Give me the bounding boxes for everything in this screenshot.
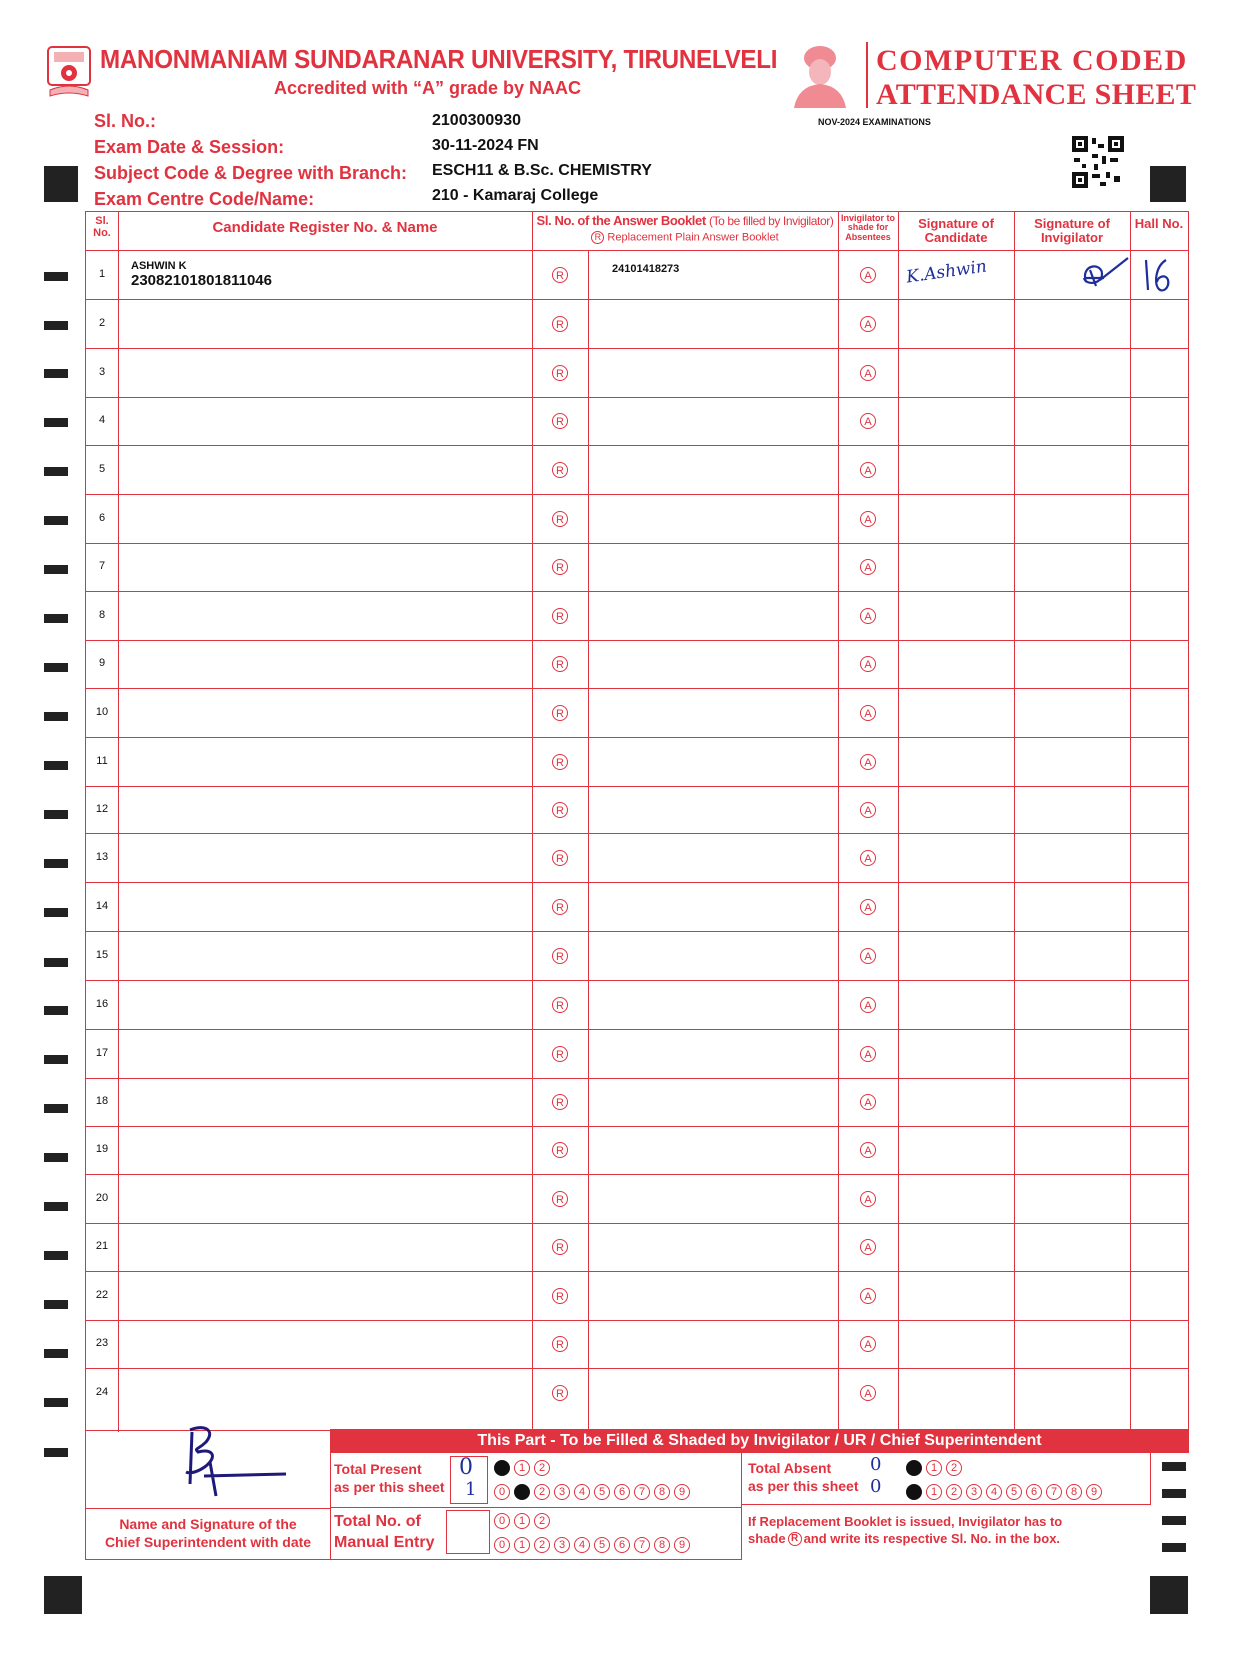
manual-ones-digit-bubble[interactable]: 4 (574, 1537, 590, 1553)
table-row (86, 1320, 1188, 1368)
absentee-bubble[interactable]: A (860, 1336, 876, 1352)
table-row (86, 882, 1188, 931)
sheet-title-line2: ATTENDANCE SHEET (876, 78, 1197, 111)
replacement-bubble[interactable]: R (552, 1288, 568, 1304)
row-serial-number: 14 (95, 900, 109, 912)
absent-ones-digit-bubble[interactable]: 3 (966, 1484, 982, 1500)
footer-border (85, 1508, 330, 1509)
present-ones-bubbles[interactable] (494, 1483, 694, 1501)
timing-mark (44, 908, 68, 917)
timing-mark (44, 1104, 68, 1113)
header-hall: Hall No. (1134, 216, 1184, 231)
manual-entry-label: Total No. of Manual Entry (334, 1513, 435, 1551)
subject-value: ESCH11 & B.Sc. CHEMISTRY (432, 162, 652, 179)
row-serial-number: 4 (98, 414, 106, 426)
table-row (86, 445, 1188, 494)
header-absentees: Invigilator to shade for Absentees (841, 213, 895, 242)
row-serial-number: 11 (96, 755, 108, 767)
timing-mark (44, 467, 68, 476)
replacement-bubble[interactable]: R (552, 365, 568, 381)
table-row (86, 1271, 1188, 1320)
manual-ones-digit-bubble[interactable]: 0 (494, 1537, 510, 1553)
sl-no-value: 2100300930 (432, 112, 521, 129)
absent-tens-digit-bubble[interactable]: 0 (906, 1460, 922, 1476)
present-ones-digit-bubble[interactable]: 6 (614, 1484, 630, 1500)
subject-label: Subject Code & Degree with Branch: (94, 163, 408, 183)
candidate-name: ASHWIN K (131, 260, 187, 272)
absentee-bubble[interactable]: A (860, 1191, 876, 1207)
chief-superintendent-label: Name and Signature of the Chief Superintendent with date (104, 1516, 312, 1551)
manual-ones-digit-bubble[interactable]: 8 (654, 1537, 670, 1553)
replacement-bubble[interactable]: R (552, 511, 568, 527)
absent-ones-digit-bubble[interactable]: 5 (1006, 1484, 1022, 1500)
absent-ones-digit-bubble[interactable]: 1 (926, 1484, 942, 1500)
footer-border (85, 1429, 86, 1560)
table-row (86, 1078, 1188, 1126)
present-ones-digit-bubble[interactable]: 3 (554, 1484, 570, 1500)
replacement-bubble[interactable]: R (552, 267, 568, 283)
replacement-bubble[interactable]: R (552, 1239, 568, 1255)
row-serial-number: 16 (95, 998, 109, 1010)
qr-code (1072, 136, 1124, 188)
present-ones-digit-bubble[interactable]: 5 (594, 1484, 610, 1500)
table-row (86, 640, 1188, 688)
timing-mark (44, 516, 68, 525)
absentee-bubble[interactable]: A (860, 316, 876, 332)
manual-ones-digit-bubble[interactable]: 6 (614, 1537, 630, 1553)
university-logo (44, 44, 94, 100)
total-present-label: Total Present as per this sheet (334, 1461, 445, 1496)
table-row (86, 931, 1188, 980)
absent-tens-bubbles[interactable] (906, 1459, 966, 1477)
table-row (86, 980, 1188, 1029)
replacement-bubble[interactable]: R (552, 1142, 568, 1158)
row-serial-number: 6 (98, 512, 106, 524)
table-row (86, 299, 1188, 348)
row-serial-number: 5 (98, 463, 106, 475)
candidate-reg-no: 23082101801811046 (131, 272, 272, 289)
timing-mark (44, 418, 68, 427)
header-booklet-sub: R Replacement Plain Answer Booklet (532, 231, 838, 244)
absent-ones-digit-bubble[interactable]: 9 (1086, 1484, 1102, 1500)
absentee-bubble[interactable]: A (860, 1046, 876, 1062)
timing-mark (44, 369, 68, 378)
accreditation-text: Accredited with “A” grade by NAAC (274, 78, 582, 98)
timing-mark (44, 1153, 68, 1162)
table-row (86, 737, 1188, 786)
table-row (86, 1223, 1188, 1271)
absent-ones-digit-bubble[interactable]: 8 (1066, 1484, 1082, 1500)
present-ones-digit-bubble[interactable]: 1 (514, 1484, 530, 1500)
replacement-bubble[interactable]: R (552, 1191, 568, 1207)
present-ones-digit-bubble[interactable]: 7 (634, 1484, 650, 1500)
footer-border (741, 1453, 742, 1560)
timing-mark (44, 1576, 82, 1614)
table-row (86, 543, 1188, 591)
sheet-title-line1: COMPUTER CODED (876, 44, 1188, 77)
timing-mark (44, 565, 68, 574)
timing-mark (44, 663, 68, 672)
timing-mark (44, 614, 68, 623)
row-serial-number: 3 (98, 366, 106, 378)
replacement-bubble[interactable]: R (552, 656, 568, 672)
present-tens-digit-bubble[interactable]: 1 (514, 1460, 530, 1476)
replacement-bubble[interactable]: R (552, 413, 568, 429)
table-row (86, 688, 1188, 737)
timing-mark (44, 859, 68, 868)
footer-border (330, 1507, 742, 1508)
timing-mark (44, 1300, 68, 1309)
manual-tens-digit-bubble[interactable]: 2 (534, 1513, 550, 1529)
invigilator-banner: This Part - To be Filled & Shaded by Invigilator / UR / Chief Superintendent (330, 1429, 1189, 1453)
absentee-bubble[interactable]: A (860, 899, 876, 915)
table-row (86, 833, 1188, 882)
table-row (86, 348, 1188, 397)
absentee-bubble[interactable]: A (860, 802, 876, 818)
absentee-bubble[interactable]: A (860, 997, 876, 1013)
absent-ones-digit-bubble[interactable]: 2 (946, 1484, 962, 1500)
absentee-bubble[interactable]: A (860, 1094, 876, 1110)
footer-border (741, 1504, 1151, 1505)
manual-ones-digit-bubble[interactable]: 3 (554, 1537, 570, 1553)
total-absent-label: Total Absent as per this sheet (748, 1460, 859, 1495)
present-ones-written: 1 (465, 1479, 477, 1500)
timing-mark (44, 958, 68, 967)
row-serial-number: 10 (95, 706, 109, 718)
booklet-number: 24101418273 (612, 263, 680, 275)
present-tens-digit-bubble[interactable]: 0 (494, 1460, 510, 1476)
table-row (86, 397, 1188, 445)
row-serial-number: 12 (95, 803, 109, 815)
timing-mark (44, 1448, 68, 1457)
header-sig-candidate: Signature of Candidate (918, 216, 994, 245)
present-tens-digit-bubble[interactable]: 2 (534, 1460, 550, 1476)
table-row (86, 1029, 1188, 1078)
absentee-bubble[interactable]: A (860, 705, 876, 721)
exam-date-value: 30-11-2024 FN (432, 137, 539, 154)
row-serial-number: 1 (98, 268, 106, 280)
absentee-bubble[interactable]: A (860, 511, 876, 527)
manual-ones-digit-bubble[interactable]: 9 (674, 1537, 690, 1553)
absent-ones-digit-bubble[interactable]: 0 (906, 1484, 922, 1500)
absentee-bubble[interactable]: A (860, 462, 876, 478)
absentee-bubble[interactable]: A (860, 413, 876, 429)
absent-ones-digit-bubble[interactable]: 7 (1046, 1484, 1062, 1500)
manual-ones-digit-bubble[interactable]: 7 (634, 1537, 650, 1553)
table-row (86, 786, 1188, 833)
absentee-bubble[interactable]: A (860, 1385, 876, 1401)
sl-no-label: Sl. No.: (94, 111, 156, 131)
timing-mark (44, 1349, 68, 1358)
absentee-bubble[interactable]: A (860, 948, 876, 964)
replacement-bubble[interactable]: R (552, 997, 568, 1013)
row-serial-number: 2 (98, 317, 106, 329)
timing-mark (1162, 1543, 1186, 1552)
timing-mark (44, 272, 68, 281)
total-present-box[interactable] (450, 1456, 488, 1504)
founder-portrait (790, 42, 850, 108)
absentee-bubble[interactable]: A (860, 559, 876, 575)
absent-tens-digit-bubble[interactable]: 2 (946, 1460, 962, 1476)
timing-mark (1162, 1516, 1186, 1525)
hall-number-handwritten (1138, 256, 1178, 294)
centre-label: Exam Centre Code/Name: (94, 189, 315, 209)
absentee-bubble[interactable]: A (860, 656, 876, 672)
replacement-note: If Replacement Booklet is issued, Invigilator has to shade R and write its respective Sl. No. in the box. (748, 1514, 1063, 1546)
row-serial-number: 15 (95, 949, 109, 961)
row-serial-number: 18 (95, 1095, 109, 1107)
replacement-bubble[interactable]: R (552, 608, 568, 624)
table-row (86, 1126, 1188, 1174)
timing-mark (44, 166, 78, 202)
absent-ones-written: 0 (870, 1476, 882, 1497)
present-ones-digit-bubble[interactable]: 4 (574, 1484, 590, 1500)
header-sig-invigilator: Signature of Invigilator (1034, 216, 1110, 245)
invigilator-signature (1024, 252, 1134, 292)
row-serial-number: 17 (95, 1047, 109, 1059)
header-booklet: Sl. No. of the Answer Booklet (To be filled by Invigilator) (536, 213, 834, 228)
row-serial-number: 13 (95, 851, 109, 863)
footer-border (330, 1429, 331, 1560)
absentee-bubble[interactable]: A (860, 754, 876, 770)
header-sl-no: Sl. No. (93, 215, 111, 239)
footer-border (85, 1559, 742, 1560)
attendance-table (85, 211, 1189, 1431)
chief-superintendent-signature (176, 1422, 286, 1500)
row-serial-number: 19 (95, 1143, 109, 1155)
replacement-bubble[interactable]: R (552, 462, 568, 478)
manual-ones-digit-bubble[interactable]: 5 (594, 1537, 610, 1553)
present-tens-bubbles[interactable] (494, 1459, 554, 1477)
table-row (86, 591, 1188, 640)
centre-value: 210 - Kamaraj College (432, 187, 599, 204)
absent-tens-written: 0 (870, 1454, 882, 1475)
candidate-signature: K.Ashwin (905, 256, 988, 288)
university-name: MANONMANIAM SUNDARANAR UNIVERSITY, TIRUNELVELI (100, 44, 778, 74)
timing-mark (44, 810, 68, 819)
timing-mark (44, 712, 68, 721)
row-serial-number: 8 (98, 609, 106, 621)
timing-mark (44, 761, 68, 770)
present-ones-digit-bubble[interactable]: 2 (534, 1484, 550, 1500)
replacement-bubble[interactable]: R (552, 802, 568, 818)
timing-mark (1162, 1489, 1186, 1498)
present-ones-digit-bubble[interactable]: 9 (674, 1484, 690, 1500)
absentee-bubble[interactable]: A (860, 850, 876, 866)
replacement-bubble[interactable]: R (552, 559, 568, 575)
replacement-bubble[interactable]: R (552, 948, 568, 964)
absent-ones-bubbles[interactable] (906, 1483, 1106, 1501)
row-serial-number: 24 (95, 1386, 109, 1398)
replacement-bubble[interactable]: R (552, 754, 568, 770)
absentee-bubble[interactable]: A (860, 1142, 876, 1158)
row-serial-number: 7 (98, 560, 106, 572)
replacement-bubble[interactable]: R (552, 316, 568, 332)
replacement-bubble[interactable]: R (552, 899, 568, 915)
absentee-bubble[interactable]: A (860, 1288, 876, 1304)
timing-mark (44, 321, 68, 330)
footer-border (1150, 1453, 1151, 1505)
timing-mark (1150, 1576, 1188, 1614)
manual-tens-digit-bubble[interactable]: 1 (514, 1513, 530, 1529)
row-serial-number: 22 (95, 1289, 109, 1301)
replacement-bubble[interactable]: R (552, 850, 568, 866)
header-divider (866, 42, 868, 108)
table-row (86, 1368, 1188, 1417)
table-row (86, 1174, 1188, 1223)
replacement-bubble[interactable]: R (552, 705, 568, 721)
absentee-bubble[interactable]: A (860, 267, 876, 283)
manual-ones-bubbles[interactable] (494, 1536, 694, 1554)
header-candidate: Candidate Register No. & Name (212, 219, 438, 236)
row-serial-number: 9 (98, 657, 106, 669)
table-row (86, 494, 1188, 543)
timing-mark (44, 1251, 68, 1260)
timing-mark (44, 1202, 68, 1211)
replacement-bubble[interactable]: R (552, 1094, 568, 1110)
manual-ones-digit-bubble[interactable]: 1 (514, 1537, 530, 1553)
manual-tens-digit-bubble[interactable]: 0 (494, 1513, 510, 1529)
total-absent-box[interactable] (862, 1456, 892, 1502)
row-serial-number: 21 (95, 1240, 109, 1252)
row-serial-number: 20 (95, 1192, 109, 1204)
timing-mark (44, 1398, 68, 1407)
absentee-bubble[interactable]: A (860, 1239, 876, 1255)
timing-mark (44, 1006, 68, 1015)
present-ones-digit-bubble[interactable]: 0 (494, 1484, 510, 1500)
replacement-bubble[interactable]: R (552, 1336, 568, 1352)
exam-date-label: Exam Date & Session: (94, 137, 285, 157)
absentee-bubble[interactable]: A (860, 365, 876, 381)
manual-entry-box[interactable] (446, 1510, 490, 1554)
present-tens-written: 0 (459, 1455, 473, 1480)
replacement-bubble[interactable]: R (552, 1046, 568, 1062)
replacement-bubble[interactable]: R (552, 1385, 568, 1401)
row-serial-number: 23 (95, 1337, 109, 1349)
absent-ones-digit-bubble[interactable]: 6 (1026, 1484, 1042, 1500)
absent-tens-digit-bubble[interactable]: 1 (926, 1460, 942, 1476)
exam-series: NOV-2024 EXAMINATIONS (818, 117, 931, 127)
absentee-bubble[interactable]: A (860, 608, 876, 624)
manual-tens-bubbles[interactable] (494, 1512, 554, 1530)
absent-ones-digit-bubble[interactable]: 4 (986, 1484, 1002, 1500)
timing-mark (44, 1055, 68, 1064)
timing-mark (1162, 1462, 1186, 1471)
manual-ones-digit-bubble[interactable]: 2 (534, 1537, 550, 1553)
timing-mark (1150, 166, 1186, 202)
present-ones-digit-bubble[interactable]: 8 (654, 1484, 670, 1500)
